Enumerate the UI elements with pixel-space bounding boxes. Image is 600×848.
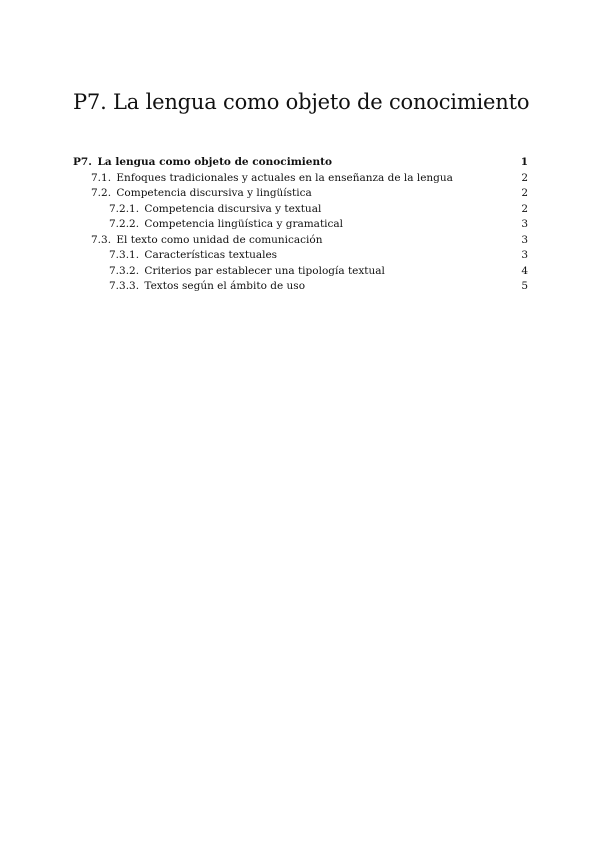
toc-entry[interactable] [73, 202, 528, 218]
toc-entry[interactable] [73, 248, 528, 264]
toc-entry-page: 2 [521, 171, 528, 184]
toc-entry-page: 3 [521, 218, 528, 230]
toc-entry-page: 3 [521, 233, 528, 246]
toc-entry-page: 5 [521, 280, 528, 292]
toc-entry-title: La lengua como objeto de conocimiento [97, 156, 332, 168]
toc-entry-title: Enfoques tradicionales y actuales en la enseñanza de la lengua [116, 171, 453, 184]
toc-entry-number: 7.2. [91, 187, 112, 199]
toc-entry-title: Textos según el ámbito de uso [144, 280, 306, 292]
toc-entry-page: 2 [521, 187, 528, 199]
toc-entry-page: 2 [521, 202, 528, 215]
toc-entry-number: P7. [73, 156, 92, 168]
table-of-contents [73, 155, 528, 295]
toc-entry-page: 1 [520, 156, 528, 168]
toc-entry[interactable] [73, 171, 528, 187]
toc-entry[interactable] [73, 264, 528, 280]
page-title: P7. La lengua como objeto de conocimiento [73, 90, 530, 114]
toc-entry[interactable] [73, 217, 528, 233]
toc-entry-title: Competencia discursiva y lingüística [116, 187, 312, 199]
toc-entry-page: 4 [521, 264, 528, 277]
toc-entry[interactable] [73, 279, 528, 295]
toc-entry-number: 7.3.1. [109, 249, 140, 261]
toc-entry-title: Características textuales [144, 249, 278, 261]
toc-entry-number: 7.3.2. [109, 264, 140, 277]
toc-entry-number: 7.1. [91, 171, 112, 184]
toc-entry-title: Competencia lingüística y gramatical [144, 218, 344, 230]
toc-entry[interactable] [73, 186, 528, 202]
toc-entry-page: 3 [521, 249, 528, 261]
toc-entry-number: 7.3. [91, 233, 112, 246]
toc-entry-title: Criterios par establecer una tipología textual [144, 264, 385, 277]
toc-entry-number: 7.2.1. [109, 202, 140, 215]
toc-entry-number: 7.2.2. [109, 218, 140, 230]
toc-entry[interactable] [73, 233, 528, 249]
toc-entry[interactable] [73, 155, 528, 171]
toc-entry-number: 7.3.3. [109, 280, 140, 292]
toc-entry-title: El texto como unidad de comunicación [116, 233, 323, 246]
toc-entry-title: Competencia discursiva y textual [144, 202, 322, 215]
